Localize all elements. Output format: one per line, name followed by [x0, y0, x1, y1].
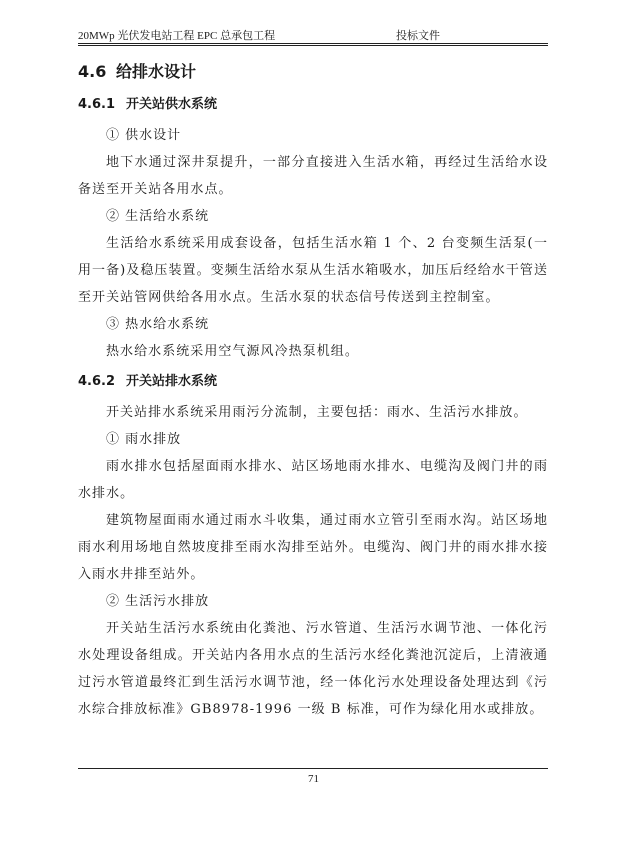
paragraph-supply-design: 地下水通过深井泵提升，一部分直接进入生活水箱，再经过生活给水设备送至开关站各用水点。	[78, 155, 548, 197]
paragraph-rainwater-scope: 雨水排水包括屋面雨水排水、站区场地雨水排水、电缆沟及阀门井的雨水排水。	[78, 459, 548, 501]
header-rule	[78, 43, 548, 44]
subsection-number: 4.6.2	[78, 374, 116, 389]
paragraph-hot-water: 热水给水系统采用空气源风冷热泵机组。	[106, 344, 359, 359]
subsection-title: 开关站供水系统	[126, 97, 218, 112]
item-heading-domestic-supply: ② 生活给水系统	[106, 209, 210, 224]
section-title: 给排水设计	[116, 62, 197, 81]
subsection-title: 开关站排水系统	[126, 374, 218, 389]
section-number: 4.6	[78, 62, 107, 81]
page-header	[78, 23, 548, 43]
item-heading-supply-design: ① 供水设计	[106, 128, 182, 143]
paragraph-sewage: 开关站生活污水系统由化粪池、污水管道、生活污水调节池、一体化污水处理设备组成。开关站内各用水点的生活污水经化粪池沉淀后，上清液通过污水管道最终汇到生活污水调节池，经一体化污水处理设备处理达到《污水综合排放标准》GB8978-1996 一级 B 标准，可作为绿化用水或排放。	[78, 621, 548, 717]
page-number: 71	[308, 773, 319, 785]
footer-rule	[78, 768, 548, 769]
subsection-number: 4.6.1	[78, 97, 116, 112]
paragraph-domestic-supply: 生活给水系统采用成套设备，包括生活水箱 1 个、2 台变频生活泵(一用一备)及稳压装置。变频生活给水泵从生活水箱吸水，加压后经给水干管送至开关站管网供给各用水点。生活水泵的状态信号传送到主控制室。	[78, 236, 548, 305]
header-project-title: 20MWp 光伏发电站工程 EPC 总承包工程	[78, 30, 276, 42]
header-document-type: 投标文件	[396, 30, 440, 42]
item-heading-hot-water: ③ 热水给水系统	[106, 317, 210, 332]
section-heading	[78, 56, 548, 88]
paragraph-drainage-overview: 开关站排水系统采用雨污分流制，主要包括：雨水、生活污水排放。	[106, 405, 528, 420]
subsection-heading-drainage	[78, 369, 548, 395]
item-heading-rainwater: ① 雨水排放	[106, 432, 182, 447]
page-body	[78, 56, 548, 723]
subsection-heading-water-supply	[78, 92, 548, 118]
header-rule-secondary	[78, 45, 548, 46]
paragraph-rainwater-detail: 建筑物屋面雨水通过雨水斗收集，通过雨水立管引至雨水沟。站区场地雨水利用场地自然坡度排至雨水沟排至站外。电缆沟、阀门井的雨水排水接入雨水井排至站外。	[78, 513, 548, 582]
item-heading-sewage: ② 生活污水排放	[106, 594, 210, 609]
